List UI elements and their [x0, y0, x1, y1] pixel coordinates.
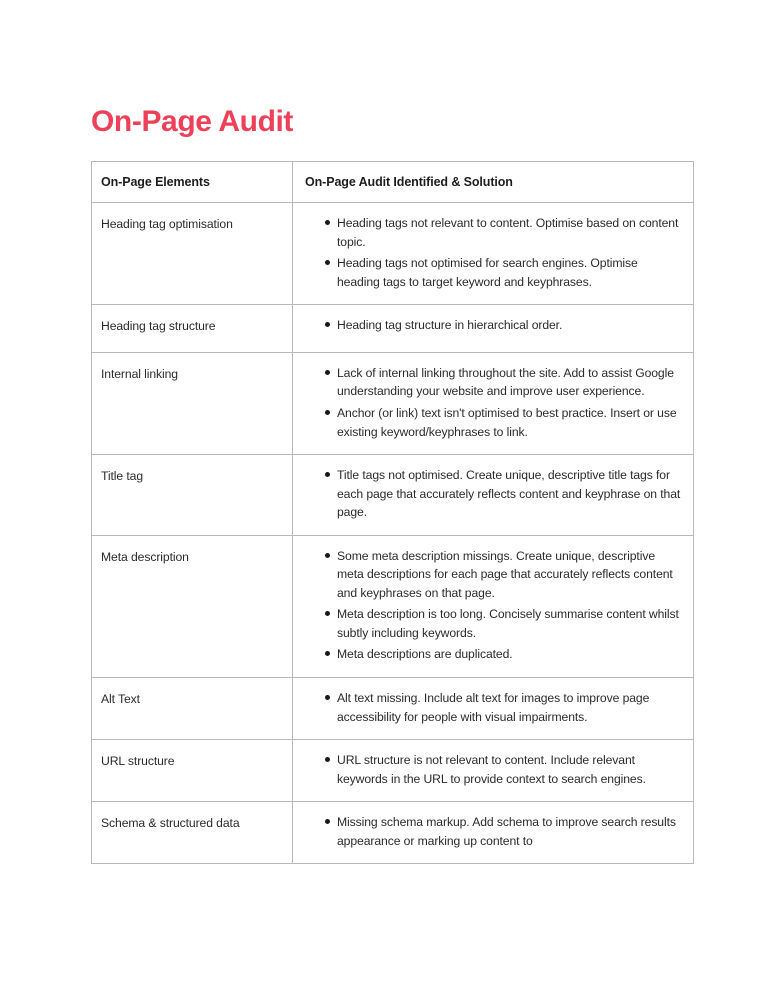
list-item-text: Meta description is too long. Concisely summarise content whilst subtly including keywords. — [337, 607, 679, 640]
solution-cell — [293, 305, 694, 353]
bullet-icon — [325, 472, 330, 477]
list-item-text: Alt text missing. Include alt text for images to improve page accessibility for people with visual impairments. — [337, 690, 650, 724]
table-row — [92, 305, 694, 353]
bullet-icon — [325, 651, 330, 656]
list-item-text: Lack of internal linking throughout the site. Add to assist Google understanding your website and improve user experience. — [337, 365, 674, 399]
solution-bullet-list — [305, 547, 683, 664]
list-item-text: URL structure is not relevant to content. Include relevant keywords in the URL to provide context to search engines. — [337, 753, 646, 786]
column-header-elements: On-Page Elements — [92, 162, 293, 203]
on-page-audit-table — [91, 161, 694, 864]
list-item-text: Some meta description missings. Create unique, descriptive meta descriptions for each page that accurately reflects content and keyphrases on that page. — [337, 548, 673, 600]
solution-bullet-list — [305, 316, 683, 335]
bullet-icon — [325, 819, 330, 824]
list-item-text: Missing schema markup. Add schema to improve search results appearance or marking up content to — [337, 815, 676, 848]
element-name-cell: URL structure — [92, 740, 293, 802]
element-name-cell: Meta description — [92, 535, 293, 677]
solution-bullet-list — [305, 214, 683, 291]
element-name-cell: Heading tag structure — [92, 305, 293, 353]
list-item — [305, 214, 683, 251]
table-row — [92, 535, 694, 677]
table-body — [92, 203, 694, 864]
element-name-cell: Alt Text — [92, 677, 293, 739]
solution-bullet-list — [305, 751, 683, 788]
list-item — [305, 605, 683, 642]
list-item — [305, 645, 683, 664]
list-item — [305, 364, 683, 401]
solution-cell — [293, 455, 694, 536]
list-item — [305, 254, 683, 291]
list-item-text: Heading tags not relevant to content. Optimise based on content topic. — [337, 216, 679, 249]
element-name-cell: Title tag — [92, 455, 293, 536]
table-row — [92, 455, 694, 536]
solution-cell — [293, 535, 694, 677]
element-name-cell: Internal linking — [92, 352, 293, 454]
table-row — [92, 740, 694, 802]
list-item — [305, 813, 683, 850]
list-item — [305, 751, 683, 788]
list-item-text: Heading tags not optimised for search engines. Optimise heading tags to target keyword and keyphrases. — [337, 256, 638, 289]
bullet-icon — [325, 553, 330, 558]
solution-bullet-list — [305, 813, 683, 850]
list-item-text: Heading tag structure in hierarchical order. — [337, 318, 563, 333]
list-item — [305, 466, 683, 522]
element-name-cell: Heading tag optimisation — [92, 203, 293, 305]
solution-cell — [293, 802, 694, 864]
bullet-icon — [325, 611, 330, 616]
bullet-icon — [325, 757, 330, 762]
table-row — [92, 802, 694, 864]
bullet-icon — [325, 322, 330, 327]
list-item — [305, 547, 683, 603]
list-item — [305, 316, 683, 335]
list-item-text: Anchor (or link) text isn't optimised to best practice. Insert or use existing keyword/keyphrases to link. — [337, 405, 677, 439]
column-header-solution: On-Page Audit Identified & Solution — [293, 162, 694, 203]
table-header — [92, 162, 694, 203]
list-item-text: Meta descriptions are duplicated. — [337, 647, 513, 662]
solution-bullet-list — [305, 364, 683, 441]
bullet-icon — [325, 695, 330, 700]
list-item — [305, 404, 683, 441]
solution-bullet-list — [305, 466, 683, 522]
table-row — [92, 677, 694, 739]
list-item — [305, 689, 683, 726]
bullet-icon — [325, 410, 330, 415]
solution-cell — [293, 677, 694, 739]
bullet-icon — [325, 220, 330, 225]
table-row — [92, 352, 694, 454]
list-item-text: Title tags not optimised. Create unique, descriptive title tags for each page that accurately reflects content and keyphrase on that page. — [337, 468, 681, 520]
bullet-icon — [325, 260, 330, 265]
solution-cell — [293, 203, 694, 305]
solution-cell — [293, 740, 694, 802]
page-title: On-Page Audit — [91, 105, 294, 139]
bullet-icon — [325, 370, 330, 375]
solution-bullet-list — [305, 689, 683, 726]
solution-cell — [293, 352, 694, 454]
table-header-row — [92, 162, 694, 203]
element-name-cell: Schema & structured data — [92, 802, 293, 864]
table-row — [92, 203, 694, 305]
